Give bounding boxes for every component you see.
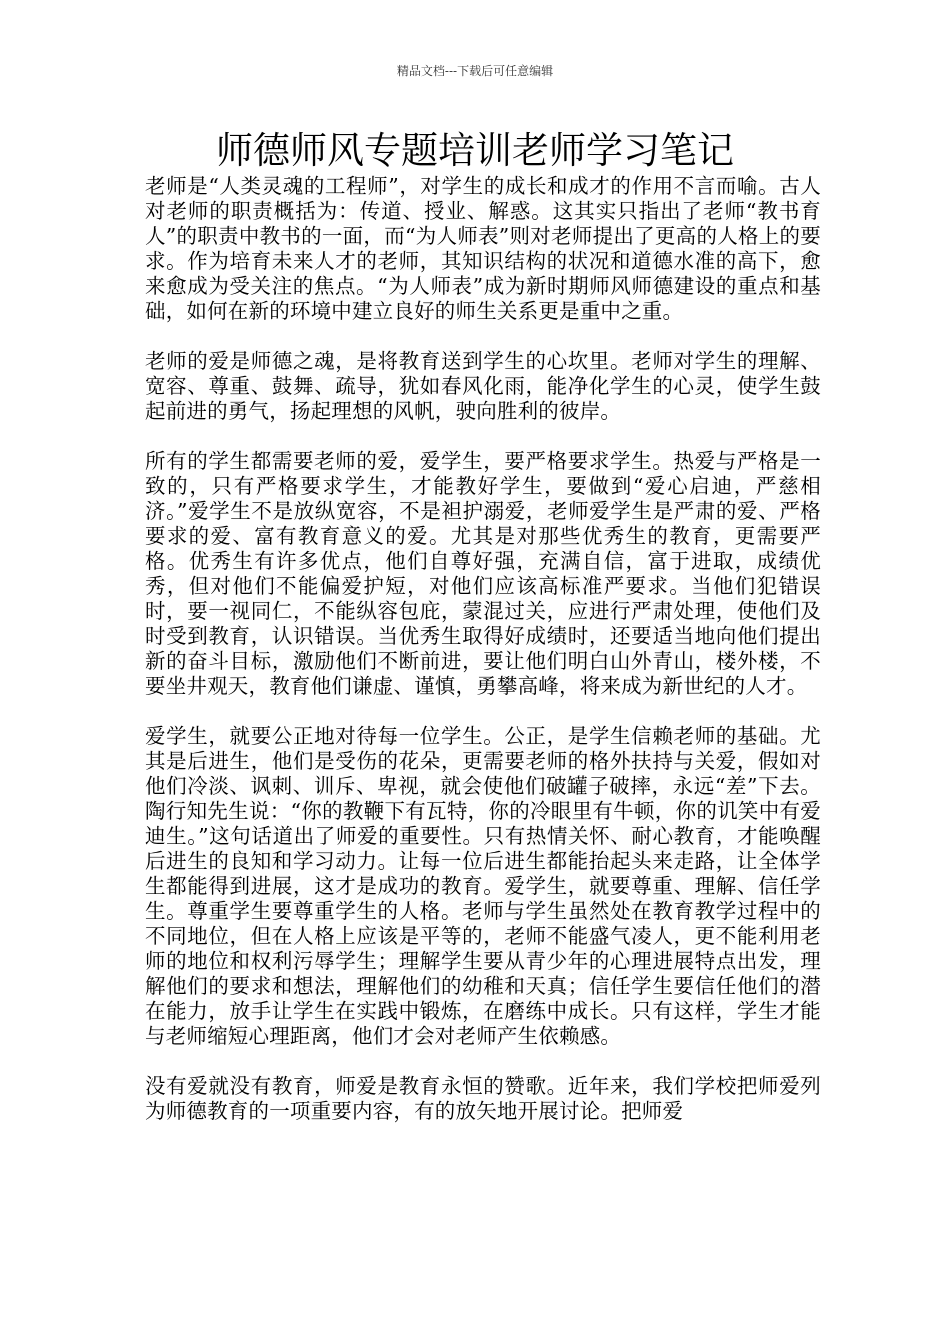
paragraph: 老师的爱是师德之魂，是将教育送到学生的心坎里。老师对学生的理解、宽容、尊重、鼓舞、疏导，犹如春风化雨，能净化学生的心灵，使学生鼓起前进的勇气，扬起理想的风帆，驶向胜利的彼岸。 xyxy=(145,349,821,423)
document-title: 师德师风专题培训老师学习笔记 xyxy=(216,129,734,172)
paragraph: 老师是“人类灵魂的工程师”，对学生的成长和成才的作用不言而喻。古人对老师的职责概括为：传道、授业、解惑。这其实只指出了老师“教书育人”的职责中教书的一面，而“为人师表”则对老师提出了更高的人格上的要求。作为培育未来人才的老师，其知识结构的状况和道德水准的高下，愈来愈成为受关注的焦点。“为人师表”成为新时期师风师德建设的重点和基础，如何在新的环境中建立良好的师生关系更是重中之重。 xyxy=(145,174,821,323)
page-header-note: 精品文档---下载后可任意编辑 xyxy=(396,64,554,78)
paragraph: 没有爱就没有教育，师爱是教育永恒的赞歌。近年来，我们学校把师爱列为师德教育的一项重要内容，有的放矢地开展讨论。把师爱 xyxy=(145,1074,821,1123)
paragraph: 所有的学生都需要老师的爱，爱学生，要严格要求学生。热爱与严格是一致的，只有严格要求学生，才能教好学生，要做到“爱心启迪，严慈相济。”爱学生不是放纵宽容，不是袒护溺爱，老师爱学生是严肃的爱、严格要求的爱、富有教育意义的爱。尤其是对那些优秀生的教育，更需要严格。优秀生有许多优点，他们自尊好强，充满自信，富于进取，成绩优秀，但对他们不能偏爱护短，对他们应该高标准严要求。当他们犯错误时，要一视同仁，不能纵容包庇，蒙混过关，应进行严肃处理，使他们及时受到教育，认识错误。当优秀生取得好成绩时，还要适当地向他们提出新的奋斗目标，激励他们不断前进，要让他们明白山外青山，楼外楼，不要坐井观天，教育他们谦虚、谨慎，勇攀高峰，将来成为新世纪的人才。 xyxy=(145,449,821,698)
document-body xyxy=(145,174,821,1149)
paragraph: 爱学生，就要公正地对待每一位学生。公正，是学生信赖老师的基础。尤其是后进生，他们是受伤的花朵，更需要老师的格外扶持与关爱，假如对他们冷淡、讽刺、训斥、卑视，就会使他们破罐子破摔，永远“差”下去。陶行知先生说：“你的教鞭下有瓦特，你的冷眼里有牛顿，你的讥笑中有爱迪生。”这句话道出了师爱的重要性。只有热情关怀、耐心教育，才能唤醒后进生的良知和学习动力。让每一位后进生都能抬起头来走路，让全体学生都能得到进展，这才是成功的教育。爱学生，就要尊重、理解、信任学生。尊重学生要尊重学生的人格。老师与学生虽然处在教育教学过程中的不同地位，但在人格上应该是平等的，老师不能盛气凌人，更不能利用老师的地位和权利污辱学生；理解学生要从青少年的心理进展特点出发，理解他们的要求和想法，理解他们的幼稚和天真；信任学生要信任他们的潜在能力，放手让学生在实践中锻炼，在磨练中成长。只有这样，学生才能与老师缩短心理距离，他们才会对老师产生依赖感。 xyxy=(145,724,821,1048)
